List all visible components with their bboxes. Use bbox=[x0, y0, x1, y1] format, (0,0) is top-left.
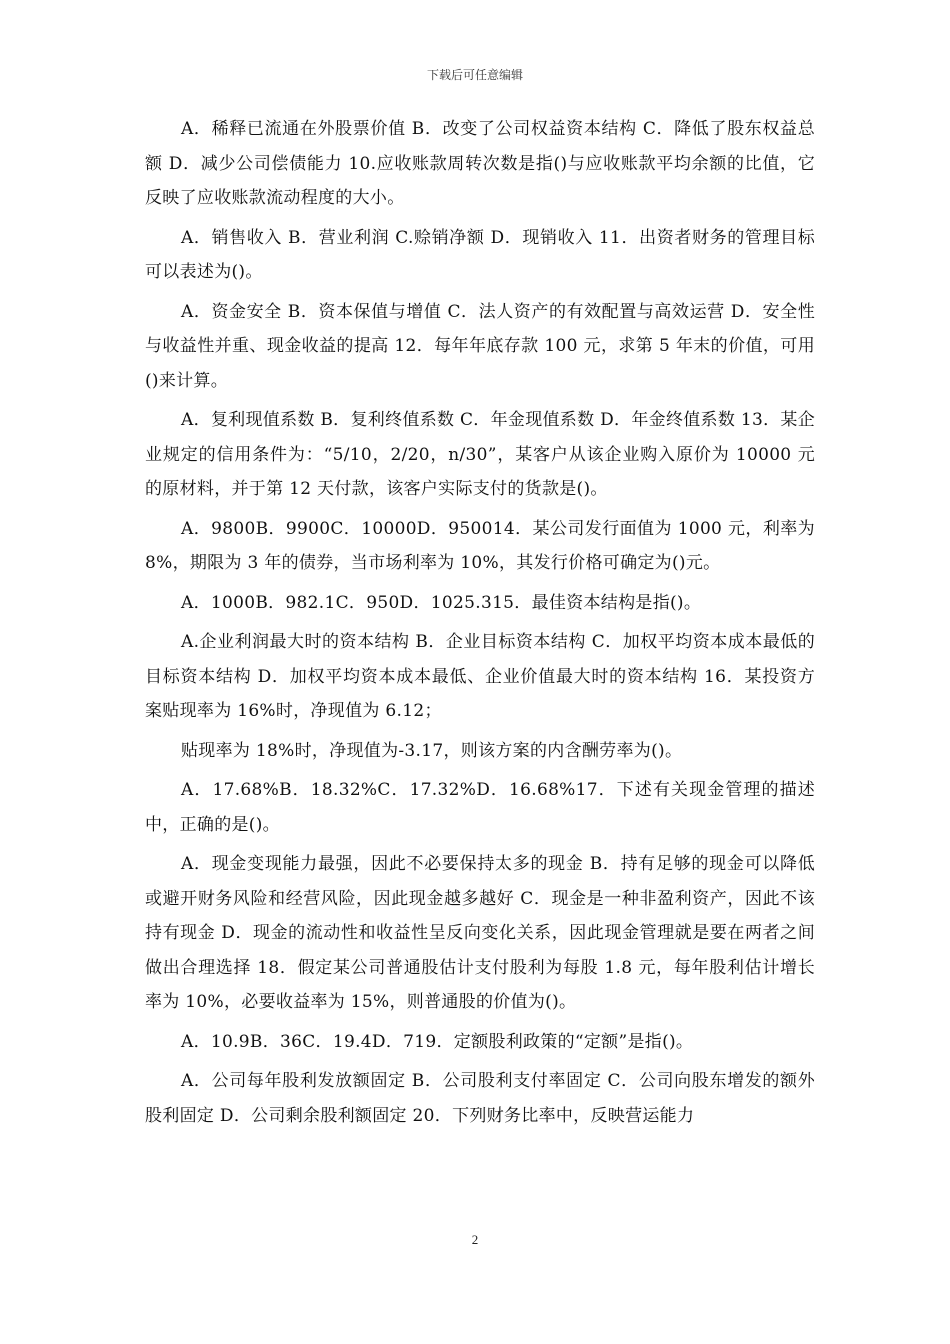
body-text bbox=[145, 112, 815, 1138]
paragraph-6: A．1000B．982.1C．950D．1025.315．最佳资本结构是指()。 bbox=[181, 592, 702, 613]
paragraph-9: A．17.68%B．18.32%C．17.32%D．16.68%17．下述有关现金管理的描述中，正确的是()。 bbox=[145, 780, 815, 835]
header-note: 下载后可任意编辑 bbox=[426, 68, 523, 82]
page-number: 2 bbox=[471, 1232, 479, 1247]
paragraph-2: A．销售收入 B．营业利润 C.赊销净额 D．现销收入 11．出资者财务的管理目标可以表述为()。 bbox=[145, 227, 815, 282]
paragraph-5: A．9800B．9900C．10000D．950014．某公司发行面值为 1000 元，利率为 8%，期限为 3 年的债券，当市场利率为 10%，其发行价格可确定为()元。 bbox=[145, 518, 815, 573]
paragraph-1: A．稀释已流通在外股票价值 B．改变了公司权益资本结构 C．降低了股东权益总额 D．减少公司偿债能力 10.应收账款周转次数是指()与应收账款平均余额的比值，它反映了应收账款流动程度的大小。 bbox=[145, 119, 815, 208]
paragraph-12: A．公司每年股利发放额固定 B．公司股利支付率固定 C．公司向股东增发的额外股利固定 D．公司剩余股利额固定 20．下列财务比率中，反映营运能力 bbox=[145, 1071, 815, 1126]
paragraph-10: A．现金变现能力最强，因此不必要保持太多的现金 B．持有足够的现金可以降低或避开财务风险和经营风险，因此现金越多越好 C．现金是一种非盈利资产，因此不该持有现金 D．现金的流动性和收益性呈反向变化关系，因此现金管理就是要在两者之间做出合理选择 18．假定某公司普通股估计支付股利为每股 1.8 元，每年股利估计增长率为 10%，必要收益率为 15%，则普通股的价值为()。 bbox=[145, 854, 815, 1012]
paragraph-11: A．10.9B．36C．19.4D．719．定额股利政策的“定额”是指()。 bbox=[181, 1031, 694, 1052]
paragraph-7: A.企业利润最大时的资本结构 B．企业目标资本结构 C．加权平均资本成本最低的目标资本结构 D．加权平均资本成本最低、企业价值最大时的资本结构 16．某投资方案贴现率为 16%时，净现值为 6.12； bbox=[145, 632, 815, 721]
paragraph-4: A．复利现值系数 B．复利终值系数 C．年金现值系数 D．年金终值系数 13．某企业规定的信用条件为：“5/10，2/20，n/30”，某客户从该企业购入原价为 10000 元的原材料，并于第 12 天付款，该客户实际支付的货款是()。 bbox=[145, 410, 815, 499]
paragraph-8: 贴现率为 18%时，净现值为-3.17，则该方案的内含酬劳率为()。 bbox=[181, 740, 683, 761]
paragraph-3: A．资金安全 B．资本保值与增值 C．法人资产的有效配置与高效运营 D．安全性与收益性并重、现金收益的提高 12．每年年底存款 100 元，求第 5 年末的价值，可用()来计算。 bbox=[145, 301, 815, 391]
